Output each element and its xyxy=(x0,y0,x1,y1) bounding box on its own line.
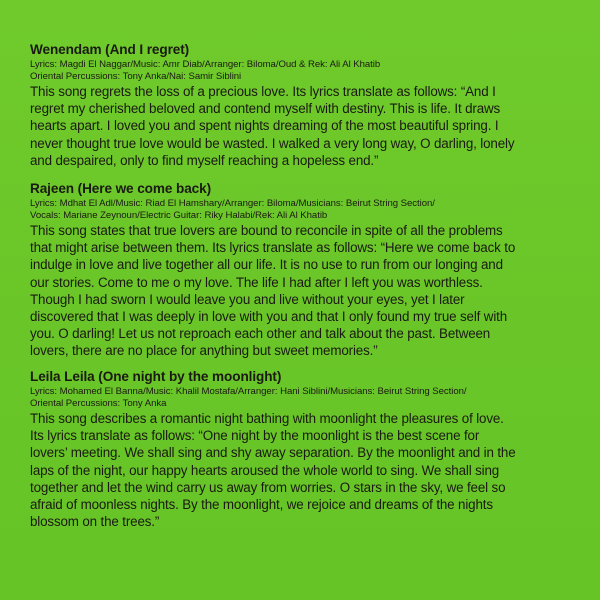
description-line: indulge in love and live together all our life. It is no use to run from our longing and xyxy=(30,257,503,273)
description-line: Its lyrics translate as follows: “One night by the moonlight is the best scene for xyxy=(30,428,480,444)
song-credits xyxy=(30,386,592,410)
song-description xyxy=(30,410,592,530)
description-line: lovers, there are no place for anything but sweet memories.” xyxy=(30,343,378,359)
description-line: lovers’ meeting. We shall sing and shy away separation. By the moonlight and in the xyxy=(30,445,516,461)
description-line: discovered that I was deeply in love with you and that I only found my true self with xyxy=(30,309,508,325)
song-description xyxy=(30,83,592,169)
credits-line: Lyrics: Magdi El Naggar/Music: Amr Diab/Arranger: Biloma/Oud & Rek: Ali Al Khatib xyxy=(30,59,381,70)
description-line: you. O darling! Let us not reproach each other and talk about the past. Between xyxy=(30,326,491,342)
song-entry-wenendam xyxy=(30,41,592,169)
song-entry-rajeen xyxy=(30,180,592,360)
song-title: Wenendam (And I regret) xyxy=(30,42,190,57)
song-credits xyxy=(30,59,592,83)
description-line: Though I had sworn I would leave you and live without your eyes, yet I later xyxy=(30,291,465,307)
description-line: blossom on the trees.” xyxy=(30,514,160,530)
description-line: regret my cherished beloved and contend myself with destiny. This is life. It draws xyxy=(30,101,501,117)
description-line: hearts apart. I loved you and spent nights dreaming of the most beautiful spring. I xyxy=(30,118,499,134)
song-title: Leila Leila (One night by the moonlight) xyxy=(30,369,282,384)
description-line: never thought true love would be wasted. I walked a very long way, O darling, lonely xyxy=(30,135,515,151)
song-entry-leila-leila xyxy=(30,368,592,530)
description-line: that might arise between them. Its lyrics translate as follows: “Here we come back to xyxy=(30,240,516,256)
description-line: our stories. Come to me o my love. The life I had after I left you was worthless. xyxy=(30,274,483,290)
description-line: afraid of moonless nights. By the moonlight, we rejoice and dreams of the nights xyxy=(30,497,493,513)
credits-line: Oriental Percussions: Tony Anka xyxy=(30,398,167,409)
credits-line: Lyrics: Mdhat El Adl/Music: Riad El Hamshary/Arranger: Biloma/Musicians: Beirut String Section/ xyxy=(30,198,435,209)
description-line: This song regrets the loss of a precious love. Its lyrics translate as follows: “And I xyxy=(30,84,496,99)
credits-line: Lyrics: Mohamed El Banna/Music: Khalil Mostafa/Arranger: Hani Siblini/Musicians: Beirut String Section/ xyxy=(30,386,467,397)
song-title: Rajeen (Here we come back) xyxy=(30,181,211,196)
credits-line: Oriental Percussions: Tony Anka/Nai: Samir Siblini xyxy=(30,71,242,82)
song-description xyxy=(30,222,592,360)
description-line: This song describes a romantic night bathing with moonlight the pleasures of love. xyxy=(30,411,504,426)
description-line: and despaired, only to find myself reaching a hopeless end.” xyxy=(30,152,379,168)
description-line: together and let the wind carry us away from worries. O stars in the sky, we feel so xyxy=(30,479,506,495)
description-line: laps of the night, our happy hearts aroused the whole world to sing. We shall sing xyxy=(30,462,500,478)
credits-line: Vocals: Mariane Zeynoun/Electric Guitar: Riky Halabi/Rek: Ali Al Khatib xyxy=(30,210,328,221)
song-credits xyxy=(30,198,592,222)
description-line: This song states that true lovers are bound to reconcile in spite of all the problems xyxy=(30,223,503,238)
